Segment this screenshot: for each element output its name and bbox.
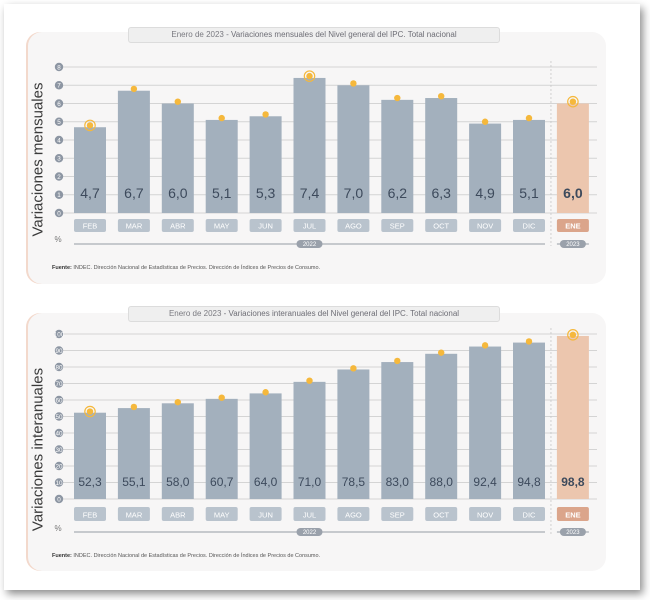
monthly-marker <box>219 115 225 121</box>
monthly-marker <box>350 80 356 86</box>
monthly-marker <box>570 98 576 104</box>
yearly-marker <box>131 404 137 410</box>
monthly-y-tick-label: 8 <box>57 64 61 72</box>
monthly-category-label: NOV <box>476 221 494 231</box>
yearly-category-label: ABR <box>170 510 186 520</box>
yearly-category-label: OCT <box>433 510 450 520</box>
monthly-y-axis-label: Variaciones mensuales <box>29 82 47 237</box>
yearly-y-tick-label: 70 <box>55 380 63 388</box>
yearly-category-label: MAR <box>125 510 143 520</box>
yearly-y-tick-label: 0 <box>57 496 61 504</box>
yearly-marker <box>394 358 400 364</box>
monthly-marker <box>175 98 181 104</box>
monthly-y-tick-label: 5 <box>57 119 61 127</box>
yearly-marker <box>570 332 576 338</box>
monthly-y-tick-label: 0 <box>57 210 61 218</box>
monthly-marker <box>394 95 400 101</box>
yearly-data-label: 58,0 <box>166 475 190 489</box>
monthly-unit-label: % <box>54 235 62 244</box>
yearly-category-label: SEP <box>389 510 405 520</box>
monthly-data-label: 6,7 <box>124 185 144 201</box>
monthly-y-tick-label: 2 <box>57 173 61 181</box>
monthly-marker <box>262 111 268 117</box>
yearly-marker <box>306 377 312 383</box>
monthly-data-label: 4,9 <box>475 185 495 201</box>
monthly-y-tick-label: 3 <box>57 155 61 163</box>
yearly-data-label: 78,5 <box>341 475 366 489</box>
yearly-data-label: 71,0 <box>297 475 322 489</box>
monthly-source: Fuente: INDEC. Dirección Nacional de Estadísticas de Precios. Dirección de Índices de Precios de Consumo. <box>52 265 321 271</box>
monthly-marker <box>526 115 532 121</box>
yearly-data-label: 52,3 <box>78 475 102 489</box>
monthly-category-label: SEP <box>389 221 405 231</box>
monthly-category-label: ENE <box>565 221 581 231</box>
yearly-title-date: Enero de 2023 <box>168 309 222 318</box>
yearly-marker <box>482 342 488 348</box>
yearly-y-tick-label: 80 <box>55 364 63 372</box>
yearly-category-label: JUN <box>258 510 273 520</box>
yearly-category-label: MAY <box>213 510 230 520</box>
monthly-category-label: JUL <box>302 221 317 231</box>
yearly-y-tick-label: 50 <box>55 413 63 421</box>
yearly-marker <box>175 399 181 405</box>
monthly-category-label: OCT <box>433 221 450 231</box>
monthly-category-label: MAR <box>125 221 143 231</box>
yearly-year-label: 2023 <box>566 530 580 537</box>
monthly-year-label: 2022 <box>302 242 317 249</box>
yearly-y-tick-label: 90 <box>55 347 63 355</box>
yearly-marker <box>438 349 444 355</box>
monthly-marker <box>438 93 444 99</box>
yearly-y-tick-label: 10 <box>55 479 63 487</box>
monthly-title-text: Variaciones mensuales del Nivel general del IPC. Total nacional <box>231 30 457 39</box>
yearly-marker <box>219 394 225 400</box>
yearly-category-label: ENE <box>565 510 581 520</box>
yearly-marker <box>350 365 356 371</box>
monthly-data-label: 5,1 <box>211 185 232 201</box>
monthly-data-label: 7,0 <box>343 185 364 201</box>
monthly-category-label: AGO <box>345 221 362 231</box>
yearly-year-label: 2022 <box>302 530 317 537</box>
monthly-marker <box>131 86 137 92</box>
monthly-data-label: 6,3 <box>431 185 451 201</box>
yearly-y-axis-label: Variaciones interanuales <box>29 367 47 532</box>
yearly-data-label: 60,7 <box>210 475 234 489</box>
yearly-y-tick-label: 100 <box>53 331 65 339</box>
monthly-y-tick-label: 6 <box>57 100 61 108</box>
yearly-title-text: Variaciones interanuales del Nivel general del IPC. Total nacional <box>228 309 460 318</box>
monthly-marker <box>306 73 312 79</box>
monthly-category-label: MAY <box>213 221 230 231</box>
monthly-category-label: ABR <box>170 221 186 231</box>
yearly-category-label: JUL <box>302 510 317 520</box>
monthly-y-tick-label: 4 <box>57 137 61 145</box>
monthly-y-tick-label: 7 <box>57 82 61 90</box>
monthly-category-label: FEB <box>82 221 98 231</box>
yearly-marker <box>87 408 93 414</box>
yearly-category-label: AGO <box>345 510 362 520</box>
yearly-y-tick-label: 40 <box>55 430 63 438</box>
monthly-data-label: 5,1 <box>519 185 539 201</box>
yearly-data-label: 92,4 <box>473 475 497 489</box>
yearly-category-label: NOV <box>476 510 494 520</box>
yearly-y-tick-label: 60 <box>55 397 63 405</box>
monthly-title-date: Enero de 2023 <box>171 30 224 39</box>
yearly-unit-label: % <box>54 524 62 533</box>
yearly-data-label: 83,0 <box>385 475 409 489</box>
monthly-marker <box>87 122 93 128</box>
monthly-data-label: 6,0 <box>563 185 583 201</box>
yearly-data-label: 88,0 <box>429 475 453 489</box>
yearly-data-label: 94,8 <box>517 475 541 489</box>
monthly-category-label: JUN <box>258 221 273 231</box>
monthly-data-label: 4,7 <box>80 185 100 201</box>
yearly-chart-title: Enero de 2023 - Variaciones interanuales del Nivel general del IPC. Total nacional <box>128 306 500 322</box>
yearly-marker <box>262 389 268 395</box>
yearly-y-tick-label: 30 <box>55 446 63 454</box>
monthly-data-label: 7,4 <box>299 185 320 201</box>
yearly-data-label: 98,8 <box>561 475 585 489</box>
monthly-chart-title: Enero de 2023 - Variaciones mensuales del Nivel general del IPC. Total nacional <box>128 27 500 43</box>
monthly-data-label: 6,0 <box>168 185 188 201</box>
monthly-year-label: 2023 <box>566 242 580 249</box>
monthly-category-label: DIC <box>522 221 536 231</box>
yearly-source: Fuente: INDEC. Dirección Nacional de Estadísticas de Precios. Dirección de Índices de Precios de Consumo. <box>52 553 321 559</box>
monthly-marker <box>482 119 488 125</box>
yearly-data-label: 64,0 <box>253 475 278 489</box>
yearly-y-tick-label: 20 <box>55 463 63 471</box>
monthly-data-label: 6,2 <box>387 185 408 201</box>
yearly-data-label: 55,1 <box>122 475 146 489</box>
monthly-y-tick-label: 1 <box>57 192 61 200</box>
monthly-data-label: 5,3 <box>255 185 276 201</box>
yearly-marker <box>526 338 532 344</box>
yearly-category-label: DIC <box>522 510 536 520</box>
yearly-category-label: FEB <box>82 510 98 520</box>
